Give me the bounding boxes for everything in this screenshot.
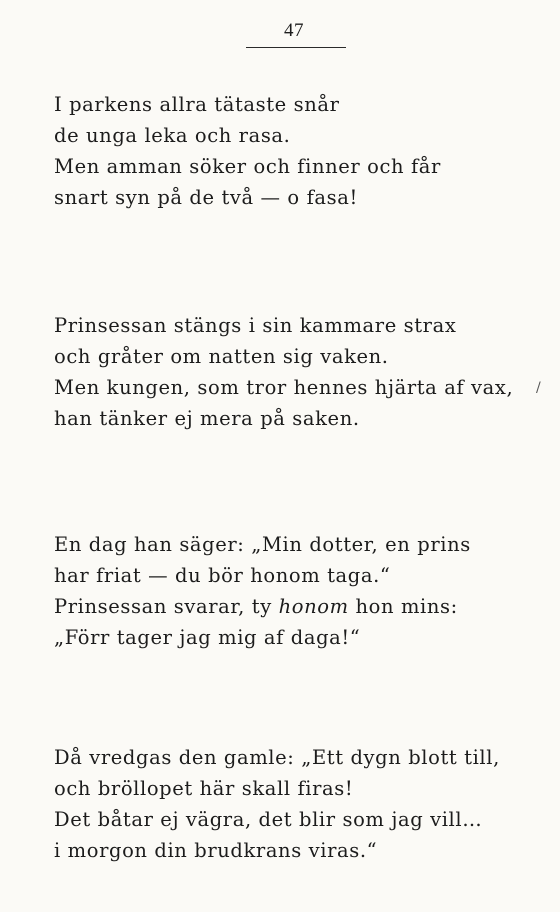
poem-line: Prinsessan stängs i sin kammare strax — [54, 314, 457, 337]
poem-line: han tänker ej mera på saken. — [54, 407, 360, 430]
stanza-2 — [54, 310, 513, 434]
poem-line: de unga leka och rasa. — [54, 124, 291, 147]
poem-line: har friat — du bör honom taga.“ — [54, 564, 391, 587]
poem-line: Men kungen, som tror hennes hjärta af vax, — [54, 376, 514, 399]
line-tail: hon mins: — [348, 595, 458, 618]
poem-line: Men amman söker och finner och får — [54, 155, 441, 178]
poem-line: och bröllopet här skall firas! — [54, 777, 354, 800]
poem-line-with-emphasis — [54, 591, 471, 622]
poem-line: i morgon din brudkrans viras.“ — [54, 839, 378, 862]
page-number: 47 — [284, 20, 304, 41]
margin-mark: / — [536, 380, 541, 396]
stanza-1 — [54, 89, 441, 213]
poem-line: En dag han säger: „Min dotter, en prins — [54, 533, 471, 556]
header-rule — [246, 47, 346, 48]
line-lead: Prinsessan svarar, ty — [54, 595, 279, 618]
poem-line: „Förr tager jag mig af daga!“ — [54, 626, 361, 649]
poem-line: och gråter om natten sig vaken. — [54, 345, 389, 368]
stanza-3 — [54, 529, 471, 653]
stanza-4 — [54, 742, 500, 866]
poem-line: I parkens allra tätaste snår — [54, 93, 340, 116]
poem-line: snart syn på de två — o fasa! — [54, 186, 358, 209]
emphasized-word: honom — [278, 595, 349, 618]
poem-line: Då vredgas den gamle: „Ett dygn blott till, — [54, 746, 500, 769]
poem-line: Det båtar ej vägra, det blir som jag vill… — [54, 808, 483, 831]
